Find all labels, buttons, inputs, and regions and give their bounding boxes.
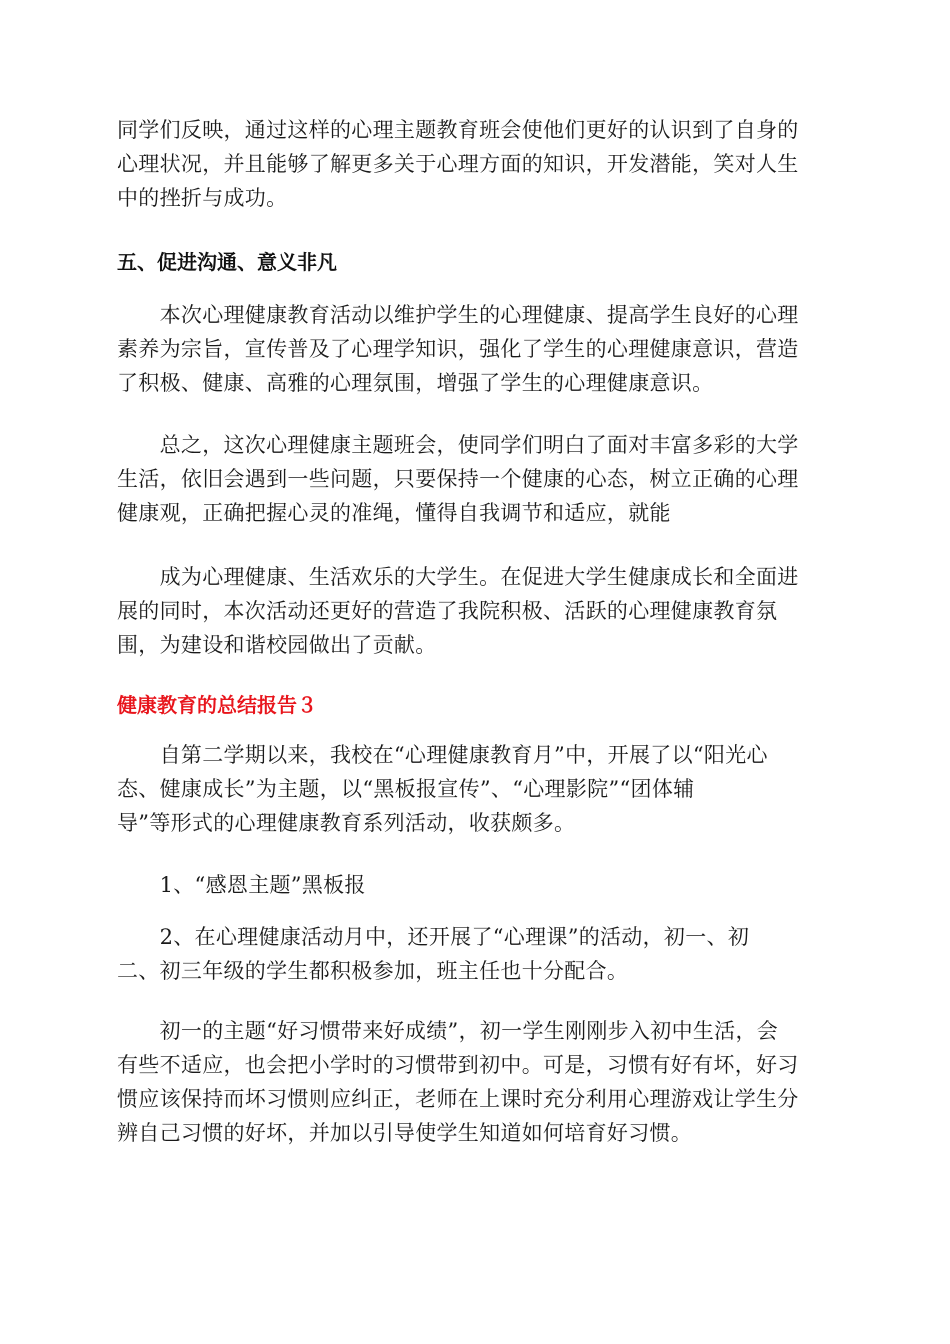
section-heading: 五、促进沟通、意义非凡	[117, 250, 337, 274]
paragraph-section5-3	[117, 560, 837, 662]
text-line: 健康观，正确把握心灵的准绳，懂得自我调节和适应，就能	[117, 501, 671, 525]
text-line: 惯应该保持而坏习惯则应纠正，老师在上课时充分利用心理游戏让学生分	[117, 1087, 799, 1111]
text-line: 辨自己习惯的好坏，并加以引导使学生知道如何培育好习惯。	[117, 1121, 693, 1145]
text-line: 1、“感恩主题”黑板报	[117, 873, 366, 897]
report-title: 健康教育的总结报告３	[117, 693, 317, 717]
text-line: 素养为宗旨，宣传普及了心理学知识，强化了学生的心理健康意识，营造	[117, 337, 799, 361]
paragraph-section5-1	[117, 298, 837, 400]
paragraph-report3-3	[117, 920, 837, 988]
text-line: 了积极、健康、高雅的心理氛围，增强了学生的心理健康意识。	[117, 371, 714, 395]
text-line: 态、健康成长”为主题，以“黑板报宣传”、“心理影院”“团体辅	[117, 777, 695, 801]
text-line: 生活，依旧会遇到一些问题，只要保持一个健康的心态，树立正确的心理	[117, 467, 799, 491]
paragraph-report3-2	[117, 868, 837, 902]
text-line: 本次心理健康教育活动以维护学生的心理健康、提高学生良好的心理	[117, 303, 799, 327]
text-line: 成为心理健康、生活欢乐的大学生。在促进大学生健康成长和全面进	[117, 565, 799, 589]
text-line: 中的挫折与成功。	[117, 186, 288, 210]
text-line: 展的同时，本次活动还更好的营造了我院积极、活跃的心理健康教育氛	[117, 599, 778, 623]
text-line: 总之，这次心理健康主题班会，使同学们明白了面对丰富多彩的大学	[117, 433, 799, 457]
paragraph-report3-1	[117, 738, 837, 840]
paragraph-section5-2	[117, 428, 837, 530]
text-line: 导”等形式的心理健康教育系列活动，收获颇多。	[117, 811, 576, 835]
paragraph-intro	[117, 113, 837, 215]
text-line: 2、在心理健康活动月中，还开展了“心理课”的活动，初一、初	[117, 925, 750, 949]
text-line: 二、初三年级的学生都积极参加，班主任也十分配合。	[117, 959, 629, 983]
text-line: 围，为建设和谐校园做出了贡献。	[117, 633, 437, 657]
paragraph-report3-4	[117, 1014, 837, 1150]
text-line: 初一的主题“好习惯带来好成绩”，初一学生刚刚步入初中生活，会	[117, 1019, 779, 1043]
text-line: 有些不适应，也会把小学时的习惯带到初中。可是，习惯有好有坏，好习	[117, 1053, 799, 1077]
text-line: 自第二学期以来，我校在“心理健康教育月”中，开展了以“阳光心	[117, 743, 768, 767]
text-line: 心理状况，并且能够了解更多关于心理方面的知识，开发潜能，笑对人生	[117, 152, 799, 176]
text-line: 同学们反映，通过这样的心理主题教育班会使他们更好的认识到了自身的	[117, 118, 799, 142]
